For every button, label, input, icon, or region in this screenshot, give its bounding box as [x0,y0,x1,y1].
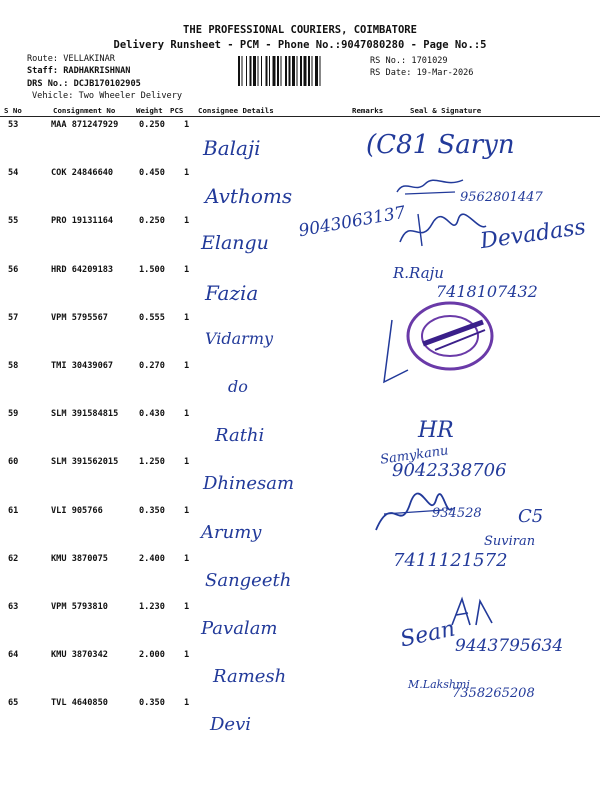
row-consignee-name: Elangu [201,232,269,255]
row-weight: 0.270 [139,361,165,371]
row-consignment-no: MAA 871247929 [51,120,119,130]
barcode-bar [312,56,313,86]
row-consignment-no: KMU 3870075 [51,553,108,564]
row-sno: 65 [8,698,19,709]
row-consignment-no: SLM 391562015 [51,457,119,468]
barcode-bar [273,56,276,86]
barcode-bar [246,56,247,86]
barcode-bar [269,56,270,86]
row-sno: 54 [8,168,19,179]
document-title: THE PROFESSIONAL COURIERS, COIMBATORE [183,24,417,36]
row-consignment-no: VPM 5793810 [51,602,108,612]
row-weight: 0.450 [139,168,165,179]
row-consignee-name: Vidarmy [205,328,274,348]
row-sno: 62 [8,553,19,564]
row-pcs: 1 [184,505,190,516]
rs-date: RS Date: 19-Mar-2026 [370,68,474,78]
header-divider [0,116,600,117]
route-label: Route: VELLAKINAR [27,54,115,64]
col-sno: S No [4,106,22,115]
row-pcs: 1 [184,361,190,371]
row-consignment-no: TVL 4640850 [51,698,108,709]
row-pcs: 1 [184,120,190,130]
row-consignee-name: Pavalam [201,618,278,639]
signature-row-61: C5 [518,506,544,527]
row-pcs: 1 [184,409,190,420]
row-weight: 0.430 [139,409,165,420]
signature-name-row-56: R.Raju [393,264,444,282]
row-pcs: 1 [184,602,190,612]
phone-row-56: 7418107432 [436,282,538,301]
row-consignment-no: PRO 19131164 [51,216,114,227]
row-consignment-no: COK 24846640 [51,168,114,179]
row-sno: 63 [8,602,19,612]
row-weight: 0.250 [139,120,165,130]
col-consignment: Consignment No [53,106,116,115]
signature-row-65: M.Lakshmi [408,678,470,691]
barcode-bar [315,56,318,86]
row-consignee-name: Sangeeth [205,569,292,591]
row-sno: 55 [8,216,19,227]
barcode-bar [320,56,321,86]
row-sno: 58 [8,361,19,371]
barcode-bar [266,56,268,86]
phone-row-55: 9043063137 [297,202,408,242]
signature-row-59: HR [418,418,454,443]
drs-number: DRS No.: DCJB170102905 [27,79,141,89]
row-consignee-name: Rathi [215,425,265,447]
row-consignment-no: VPM 5795567 [51,312,108,323]
row-sno: 59 [8,409,19,420]
row-weight: 2.400 [139,553,165,564]
row-consignment-no: TMI 30439067 [51,361,114,371]
row-consignment-no: VLI 905766 [51,505,103,516]
signature-row-55: Devadass [478,214,588,255]
signature-scribble-54 [395,174,465,196]
row-pcs: 1 [184,698,190,709]
phone-row-62: 7411121572 [393,550,508,571]
row-weight: 2.000 [139,650,165,661]
row-pcs: 1 [184,312,190,323]
row-sno: 61 [8,505,19,516]
row-consignee-name: do [228,377,248,396]
row-sno: 60 [8,457,19,468]
row-pcs: 1 [184,650,190,661]
row-consignee-name: Balaji [203,136,261,160]
row-consignment-no: HRD 64209183 [51,264,114,275]
row-consignee-name: Avthoms [205,184,293,209]
signature-scribble-55 [398,212,488,248]
row-pcs: 1 [184,168,190,179]
company-seal-stamp [405,300,497,372]
vehicle-label: Vehicle: Two Wheeler Delivery [32,91,183,101]
row-weight: 1.500 [139,264,165,275]
row-consignee-name: Dhinesam [203,473,295,495]
signature-row-60: Samykanu [379,443,450,468]
phone-row-65: 7358265208 [452,686,535,701]
barcode-bar [258,56,259,86]
barcode-bar [304,56,307,86]
phone-row-64: 9443795634 [455,636,564,656]
col-weight: Weight [136,106,163,115]
phone-row-54: 9562801447 [460,190,543,205]
row-pcs: 1 [184,216,190,227]
signature-scribble-64-top [448,595,498,629]
row-pcs: 1 [184,457,190,468]
row-sno: 64 [8,650,19,661]
barcode-bar [253,56,256,86]
phone-row-60: 9042338706 [392,460,507,481]
row-pcs: 1 [184,553,190,564]
document-subtitle: Delivery Runsheet - PCM - Phone No.:9047080280 - Page No.:5 [113,39,487,51]
row-sno: 57 [8,312,19,323]
signature-row-53: (C81 Saryn [366,130,515,160]
row-weight: 0.555 [139,312,165,323]
row-weight: 1.230 [139,602,165,612]
barcode-bar [242,56,243,86]
col-remarks: Remarks [352,106,384,115]
barcode-bar [308,56,310,86]
row-weight: 0.350 [139,505,165,516]
signature-number-row-61: 934528 [432,506,482,521]
col-pcs: PCS [170,106,184,115]
col-seal-signature: Seal & Signature [410,106,482,115]
barcode-bar [277,56,279,86]
barcode-bar [250,56,252,86]
row-sno: 56 [8,264,19,275]
row-consignment-no: SLM 391584815 [51,409,119,420]
row-weight: 1.250 [139,457,165,468]
barcode-bar [238,56,240,86]
rs-number: RS No.: 1701029 [370,56,448,66]
barcode-bar [297,56,298,86]
signature-row-64: Sean [398,616,458,653]
barcode-bar [285,56,287,86]
signature-stroke-57 [372,318,412,388]
row-weight: 0.350 [139,698,165,709]
signature-row-62: Suviran [484,534,536,549]
barcode-bar [281,56,282,86]
row-consignee-name: Ramesh [213,666,287,688]
row-pcs: 1 [184,264,190,275]
row-consignment-no: KMU 3870342 [51,650,108,661]
row-consignee-name: Devi [210,714,252,736]
row-consignee-name: Fazia [205,280,259,305]
row-consignee-name: Arumy [201,521,262,543]
col-consignee: Consignee Details [198,106,274,115]
barcode-bar [300,56,302,86]
staff-label: Staff: RADHAKRISHNAN [27,66,131,76]
barcode-image [238,56,366,86]
barcode-bar [261,56,262,86]
row-sno: 53 [8,120,19,130]
barcode-bar [292,56,295,86]
barcode-bar [289,56,291,86]
row-weight: 0.250 [139,216,165,227]
